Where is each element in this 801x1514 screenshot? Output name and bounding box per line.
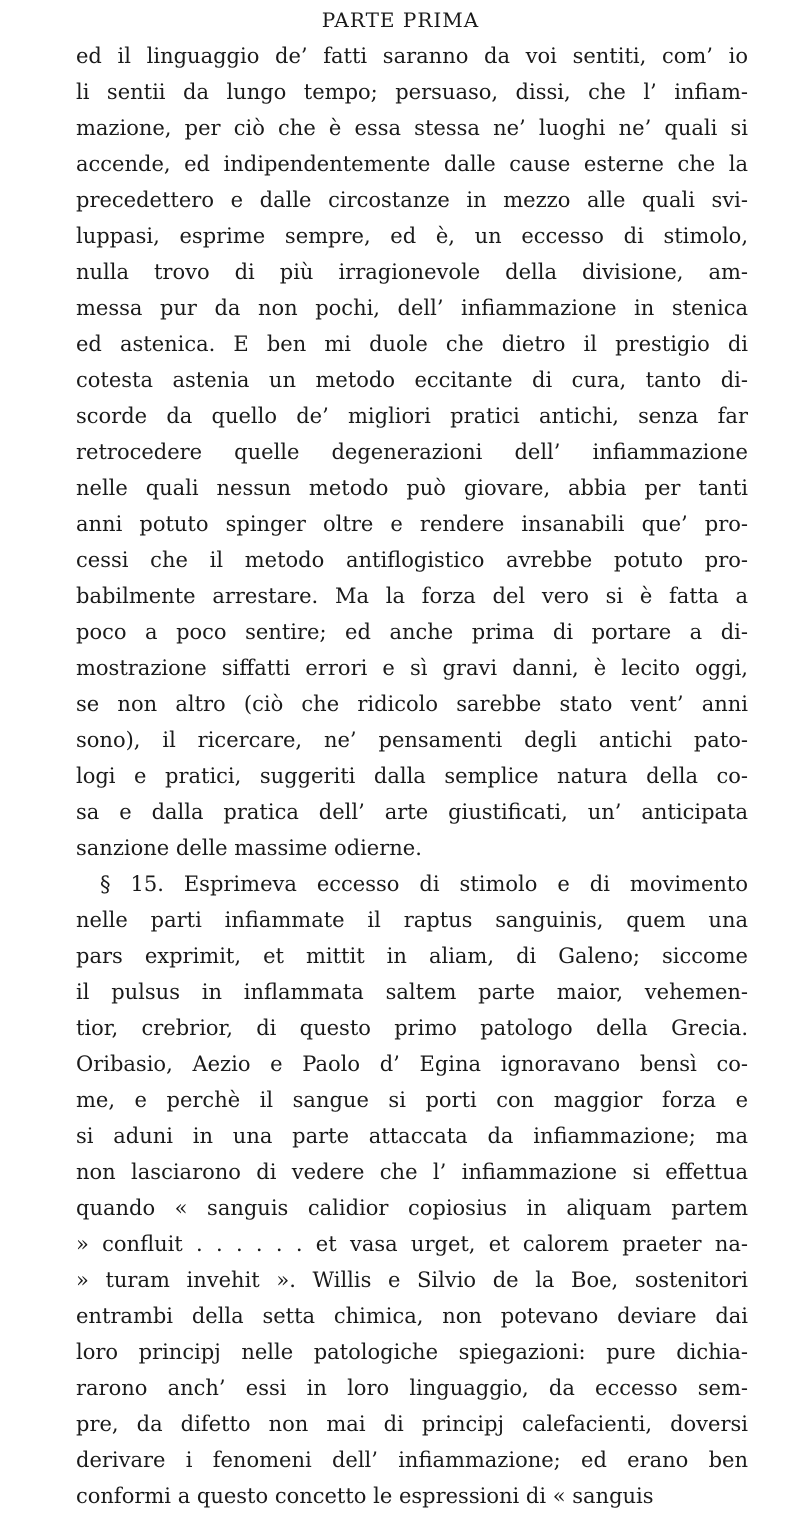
text-line: tior, crebrior, di questo primo patologo della Grecia. bbox=[76, 1016, 748, 1040]
text-line: li sentii da lungo tempo; persuaso, dissi, che l’ infiam- bbox=[76, 80, 748, 104]
text-line: cessi che il metodo antiflogistico avrebbe potuto pro- bbox=[76, 548, 748, 572]
text-line: ed astenica. E ben mi duole che dietro il prestigio di bbox=[76, 332, 748, 356]
text-line: mazione, per ciò che è essa stessa ne’ luoghi ne’ quali si bbox=[76, 116, 748, 140]
text-line: anni potuto spinger oltre e rendere insanabili que’ pro- bbox=[76, 512, 748, 536]
text-line: precedettero e dalle circostanze in mezzo alle quali svi- bbox=[76, 188, 748, 212]
text-line: nulla trovo di più irragionevole della divisione, am- bbox=[76, 260, 748, 284]
text-line: § 15. Esprimeva eccesso di stimolo e di movimento bbox=[100, 872, 748, 896]
text-line: sanzione delle massime odierne. bbox=[76, 836, 422, 860]
text-line: retrocedere quelle degenerazioni dell’ infiammazione bbox=[76, 440, 748, 464]
text-line: quando « sanguis calidior copiosius in aliquam partem bbox=[76, 1196, 748, 1220]
text-line: messa pur da non pochi, dell’ infiammazione in stenica bbox=[76, 296, 748, 320]
text-line: non lasciarono di vedere che l’ infiammazione si effettua bbox=[76, 1160, 748, 1184]
text-line: me, e perchè il sangue si porti con maggior forza e bbox=[76, 1088, 748, 1112]
text-line: il pulsus in inflammata saltem parte maior, vehemen- bbox=[76, 980, 748, 1004]
text-line: poco a poco sentire; ed anche prima di portare a di- bbox=[76, 620, 748, 644]
text-line: si aduni in una parte attaccata da infiammazione; ma bbox=[76, 1124, 748, 1148]
text-line: » confluit . . . . . . et vasa urget, et calorem praeter na- bbox=[76, 1232, 748, 1256]
text-line: mostrazione siffatti errori e sì gravi danni, è lecito oggi, bbox=[76, 656, 748, 680]
text-line: nelle quali nessun metodo può giovare, abbia per tanti bbox=[76, 476, 748, 500]
text-line: entrambi della setta chimica, non potevano deviare dai bbox=[76, 1304, 748, 1328]
text-line: logi e pratici, suggeriti dalla semplice natura della co- bbox=[76, 764, 748, 788]
text-line: accende, ed indipendentemente dalle cause esterne che la bbox=[76, 152, 748, 176]
body-text bbox=[76, 38, 748, 1514]
text-line: derivare i fenomeni dell’ infiammazione; ed erano ben bbox=[76, 1448, 748, 1472]
text-line: pre, da difetto non mai di principj calefacienti, doversi bbox=[76, 1412, 748, 1436]
text-line: luppasi, esprime sempre, ed è, un eccesso di stimolo, bbox=[76, 224, 748, 248]
text-line: pars exprimit, et mittit in aliam, di Galeno; siccome bbox=[76, 944, 748, 968]
text-line: Oribasio, Aezio e Paolo d’ Egina ignoravano bensì co- bbox=[76, 1052, 748, 1076]
text-line: scorde da quello de’ migliori pratici antichi, senza far bbox=[76, 404, 748, 428]
text-line: ed il linguaggio de’ fatti saranno da voi sentiti, com’ io bbox=[76, 44, 748, 68]
text-line: conformi a questo concetto le espressioni di « sanguis bbox=[76, 1484, 654, 1508]
text-line: nelle parti infiammate il raptus sanguinis, quem una bbox=[76, 908, 748, 932]
text-line: se non altro (ciò che ridicolo sarebbe stato vent’ anni bbox=[76, 692, 748, 716]
running-header: PARTE PRIMA bbox=[321, 8, 480, 32]
text-line: cotesta astenia un metodo eccitante di cura, tanto di- bbox=[76, 368, 748, 392]
text-line: sono), il ricercare, ne’ pensamenti degli antichi pato- bbox=[76, 728, 748, 752]
text-line: sa e dalla pratica dell’ arte giustificati, un’ anticipata bbox=[76, 800, 748, 824]
text-line: babilmente arrestare. Ma la forza del vero si è fatta a bbox=[76, 584, 748, 608]
text-line: rarono anch’ essi in loro linguaggio, da eccesso sem- bbox=[76, 1376, 748, 1400]
text-line: loro principj nelle patologiche spiegazioni: pure dichia- bbox=[76, 1340, 748, 1364]
text-line: » turam invehit ». Willis e Silvio de la Boe, sostenitori bbox=[76, 1268, 748, 1292]
